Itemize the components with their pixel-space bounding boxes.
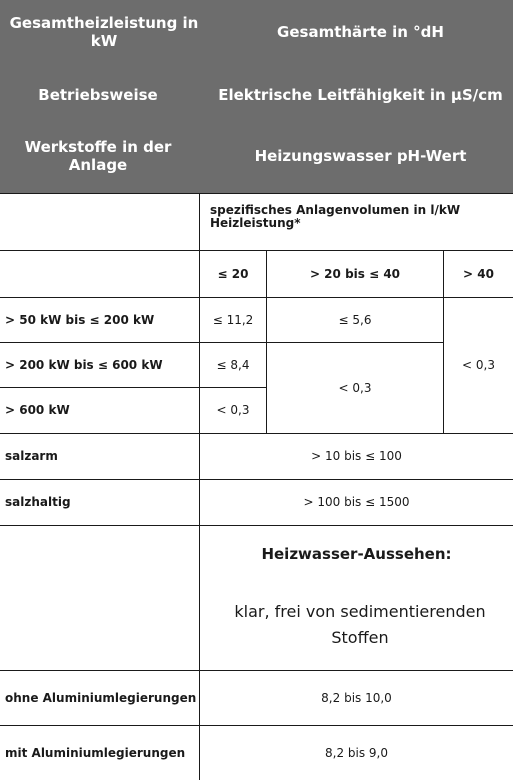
appearance-text: klar, frei von sedimentierenden Stoffen <box>234 602 486 647</box>
operation-value: > 100 bis ≤ 1500 <box>303 495 410 509</box>
header-materials: Werkstoffe in der Anlage <box>24 138 172 174</box>
grid-line <box>0 525 513 526</box>
power-row-label: > 200 kW bis ≤ 600 kW <box>5 357 163 372</box>
header-conductivity: Elektrische Leitfähigkeit in µS/cm <box>218 86 503 104</box>
volume-col-2: > 20 bis ≤ 40 <box>309 266 401 281</box>
grid-line <box>0 193 513 194</box>
power-row-value: ≤ 5,6 <box>338 312 372 327</box>
material-value: 8,2 bis 10,0 <box>321 690 392 705</box>
header-total-hardness: Gesamthärte in °dH <box>277 23 444 41</box>
material-value: 8,2 bis 9,0 <box>325 745 388 760</box>
operation-label: salzhaltig <box>5 495 71 509</box>
appearance-title: Heizwasser-Aussehen: <box>261 545 452 563</box>
material-label: ohne Aluminiumlegierungen <box>5 690 197 705</box>
volume-title: spezifisches Anlagenvolumen in l/kW Heizleistung* <box>210 203 461 230</box>
header-total-heating-power: Gesamtheizleistung in kW <box>9 14 199 50</box>
volume-col-3: > 40 <box>463 266 494 281</box>
header-operation-mode: Betriebsweise <box>38 86 158 104</box>
material-label: mit Aluminiumlegierungen <box>5 745 186 760</box>
merged-value-right: < 0,3 <box>462 358 495 372</box>
power-row-value: ≤ 11,2 <box>212 312 254 327</box>
operation-label: salzarm <box>5 449 58 463</box>
power-row-label: > 50 kW bis ≤ 200 kW <box>5 312 155 327</box>
header-ph-value: Heizungswasser pH-Wert <box>254 147 467 165</box>
operation-value: > 10 bis ≤ 100 <box>311 449 402 463</box>
power-row-value: ≤ 8,4 <box>216 357 250 372</box>
power-row-label: > 600 kW <box>5 403 70 417</box>
volume-col-1: ≤ 20 <box>217 266 249 281</box>
merged-value-mid: < 0,3 <box>338 380 372 395</box>
power-row-value: < 0,3 <box>216 403 250 417</box>
